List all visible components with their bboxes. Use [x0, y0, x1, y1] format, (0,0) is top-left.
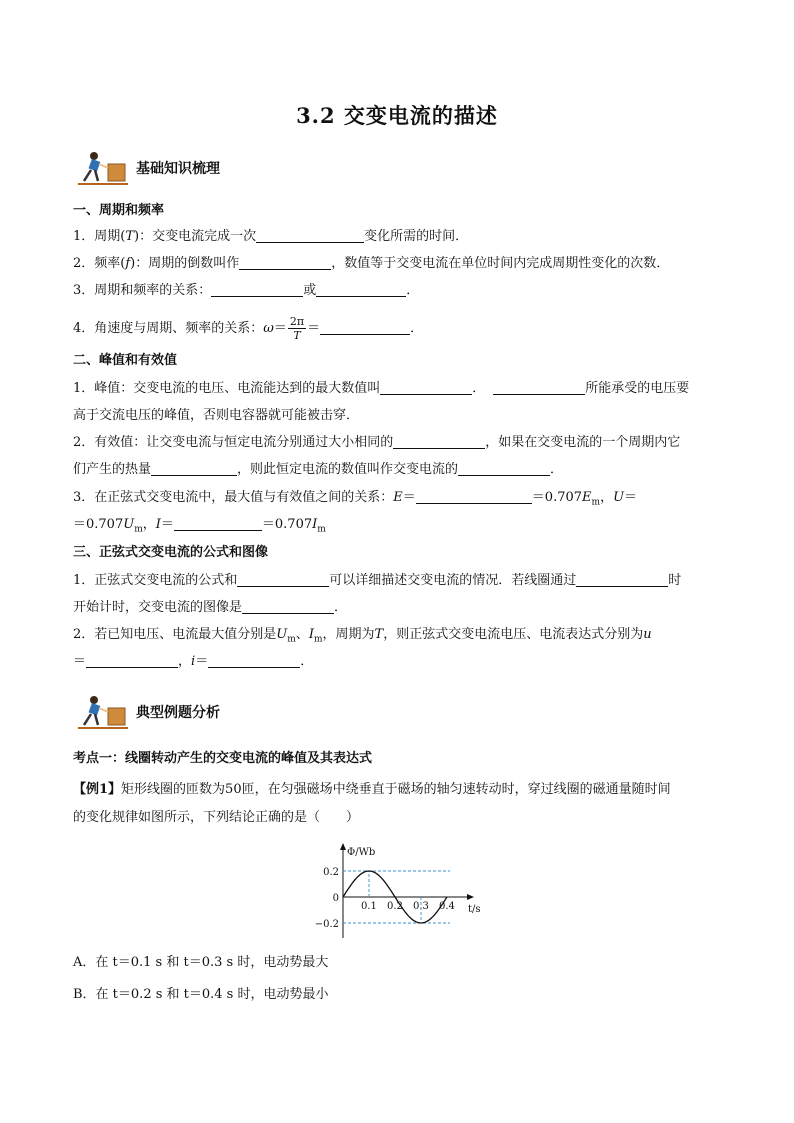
answer-blank[interactable] — [320, 320, 410, 335]
section-banner-examples — [78, 694, 398, 730]
part1-item1: 1．周期(T)：交变电流完成一次 变化所需的时间． — [73, 229, 469, 244]
section-title: 基础知识梳理 — [136, 161, 220, 177]
answer-blank[interactable] — [458, 461, 550, 476]
part3-item1-cont: 开始计时，交变电流的图像是 ． — [73, 600, 348, 615]
boy-pushing-box-icon — [78, 150, 134, 186]
x-tick-label: 0.3 — [413, 901, 429, 912]
y-axis-arrow — [340, 843, 346, 850]
part2-item1-cont: 高于交流电压的峰值，否则电容器就可能被击穿． — [73, 408, 360, 423]
answer-blank[interactable] — [208, 653, 300, 668]
kaodian-heading: 考点一：线圈转动产生的交变电流的峰值及其表达式 — [73, 751, 373, 766]
answer-blank[interactable] — [256, 228, 364, 243]
flux-time-graph — [314, 842, 488, 942]
part2-heading: 二、峰值和有效值 — [73, 353, 178, 368]
section-banner-basics — [78, 150, 398, 186]
example-question-cont: 的变化规律如图所示，下列结论正确的是（ ） — [73, 810, 360, 825]
answer-blank[interactable] — [576, 572, 668, 587]
part3-item2: 2．若已知电压、电流最大值分别是$U_m$、$I_m$，周期为T，则正弦式交变电流电压、电流表达式分别为u — [73, 627, 652, 645]
fraction: $\frac{2\pi}{T}$ — [289, 315, 305, 342]
answer-blank[interactable] — [416, 489, 532, 504]
example-question: 【例1】矩形线圈的匝数为50匝，在匀强磁场中绕垂直于磁场的轴匀速转动时，穿过线圈的磁通量随时间 — [73, 782, 671, 797]
x-tick-label: 0.1 — [361, 901, 377, 912]
part2-item1: 1．峰值：交变电流的电压、电流能达到的最大数值叫 ． 所能承受的电压要 — [73, 381, 690, 396]
option-b[interactable]: B．在 t＝0.2 s 和 t＝0.4 s 时，电动势最小 — [73, 987, 329, 1002]
x-axis-label: t/s — [468, 904, 481, 915]
part2-item3: 3．在正弦式交变电流中，最大值与有效值之间的关系：$E= =0.707E_m$，U＝ — [73, 490, 638, 508]
answer-blank[interactable] — [151, 461, 237, 476]
y-tick-label: −0.2 — [314, 919, 339, 930]
part1-item2: 2．频率(f)：周期的倒数叫作 ，数值等于交变电流在单位时间内完成周期性变化的次数． — [73, 256, 670, 271]
answer-blank[interactable] — [380, 380, 472, 395]
y-tick-label: 0 — [332, 893, 339, 904]
x-tick-label: 0.2 — [387, 901, 403, 912]
part3-heading: 三、正弦式交变电流的公式和图像 — [73, 545, 269, 560]
answer-blank[interactable] — [86, 653, 178, 668]
part3-item2-cont: ＝ ，i＝ ． — [73, 654, 314, 669]
x-axis-arrow — [467, 894, 474, 900]
option-a[interactable]: A．在 t＝0.1 s 和 t＝0.3 s 时，电动势最大 — [73, 955, 329, 970]
x-tick-label: 0.4 — [439, 901, 455, 912]
answer-blank[interactable] — [393, 434, 485, 449]
page-title: 3.2 交变电流的描述 — [296, 103, 498, 128]
boy-pushing-box-icon — [78, 694, 134, 730]
answer-blank[interactable] — [493, 380, 585, 395]
y-axis-label: Φ/Wb — [347, 847, 376, 858]
answer-blank[interactable] — [211, 282, 303, 297]
part2-item3-cont: $=0.707U_m$，$I= =0.707I_m$ — [73, 517, 326, 535]
part1-heading: 一、周期和频率 — [73, 203, 165, 218]
y-tick-label: 0.2 — [323, 867, 339, 878]
section-title: 典型例题分析 — [136, 705, 220, 721]
answer-blank[interactable] — [237, 572, 329, 587]
answer-blank[interactable] — [242, 599, 334, 614]
part2-item2-cont: 们产生的热量 ，则此恒定电流的数值叫作交变电流的 ． — [73, 462, 564, 477]
part2-item2: 2．有效值：让交变电流与恒定电流分别通过大小相同的 ，如果在交变电流的一个周期内它 — [73, 435, 681, 450]
answer-blank[interactable] — [174, 516, 262, 531]
answer-blank[interactable] — [239, 255, 331, 270]
part1-item3: 3．周期和频率的关系： 或 ． — [73, 283, 420, 298]
part1-item4: 4．角速度与周期、频率的关系：ω＝ $\frac{2\pi}{T}$ ＝ ． — [73, 315, 424, 342]
part3-item1: 1．正弦式交变电流的公式和 可以详细描述交变电流的情况．若线圈通过 时 — [73, 573, 682, 588]
answer-blank[interactable] — [316, 282, 406, 297]
